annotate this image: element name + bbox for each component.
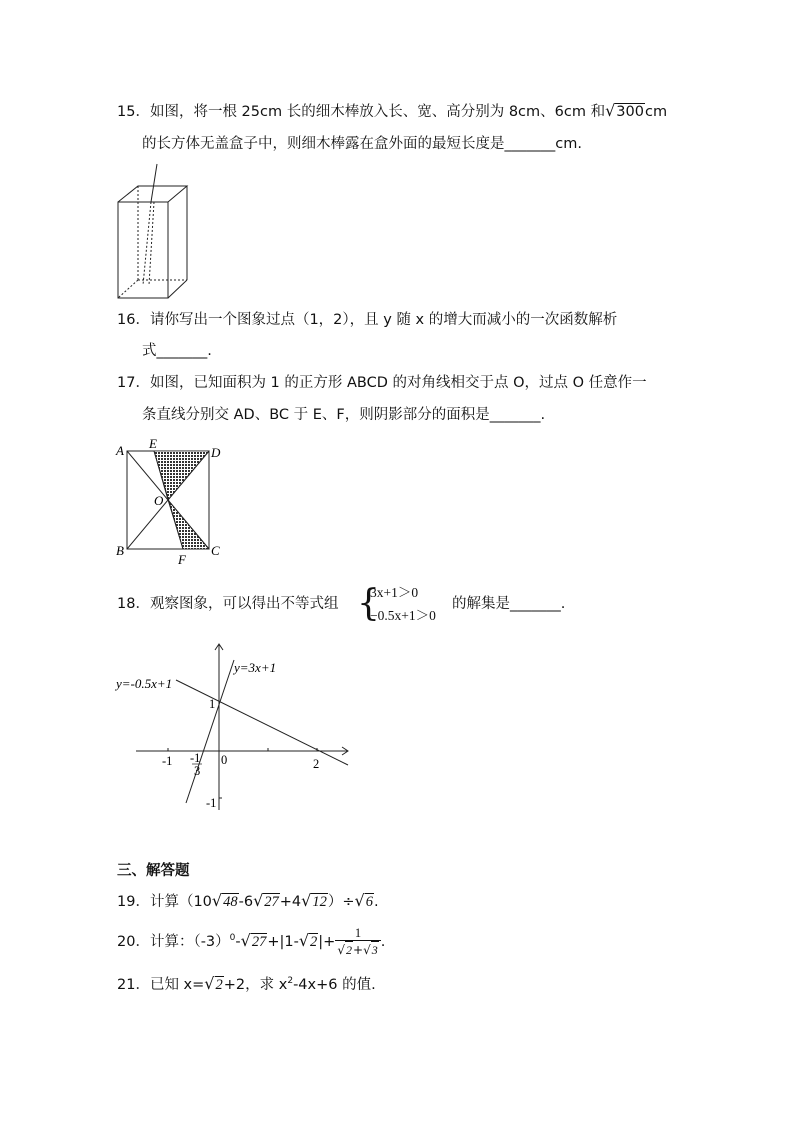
- tick-label-y-neg1: -1: [206, 796, 217, 810]
- q19-op3: ）÷: [327, 894, 355, 910]
- q19-radicand3: 12: [312, 894, 327, 910]
- q20-den-r1: 2: [346, 943, 352, 957]
- line-y-3x+1: [186, 660, 234, 803]
- label-a: A: [116, 443, 124, 458]
- stick-visible: [151, 164, 157, 202]
- sqrt-sign: √: [354, 891, 365, 910]
- tick-label-neg1-3-bot: 3: [194, 764, 201, 778]
- sqrt-sign: √: [301, 891, 312, 910]
- q20-fraction: [335, 926, 380, 958]
- q15-unit: cm: [644, 104, 668, 120]
- q20-line: [117, 926, 385, 958]
- q15-text: 15．如图，将一根 25cm 长的细木棒放入长、宽、高分别为 8cm、6cm 和: [117, 104, 606, 120]
- q19-op1: -6: [238, 894, 254, 910]
- label-c: C: [211, 543, 220, 558]
- q20-minus: -: [235, 934, 241, 950]
- system-brace: {: [357, 583, 380, 624]
- q19-op2: +4: [279, 894, 302, 910]
- label-f: F: [178, 552, 186, 567]
- sqrt-sign: √: [240, 931, 251, 950]
- sqrt-sign: √: [253, 891, 264, 910]
- q18-prefix: 18．观察图象，可以得出不等式组: [117, 596, 339, 612]
- label-line-3x: y=3x+1: [234, 660, 277, 675]
- label-line-half: y=-0.5x+1: [116, 676, 173, 691]
- q18-graph: [112, 640, 357, 820]
- box-diagram: [115, 160, 195, 300]
- q19-end: .: [373, 894, 379, 910]
- q21-tail: -4x+6 的值.: [293, 976, 376, 993]
- q21-exp: 2: [287, 976, 294, 986]
- label-d: D: [211, 445, 221, 460]
- q21-prefix: 21．已知 x=: [117, 976, 205, 993]
- q19-line: [117, 891, 379, 912]
- box-bottom-right-edge: [168, 280, 187, 298]
- q20-prefix: 20．计算：（-3）: [117, 934, 230, 950]
- box-hidden-diag: [118, 280, 138, 298]
- tick-label-neg1-3-top: -1: [190, 751, 201, 765]
- q15-radicand: 300: [616, 104, 644, 120]
- section3-title: 三、解答题: [117, 863, 190, 879]
- q18-ineq1: 3x+1＞0: [370, 585, 419, 600]
- q19-prefix: 19．计算（10: [117, 894, 212, 910]
- q19-radicand4: 6: [365, 894, 373, 910]
- q20-denominator: [335, 941, 380, 958]
- sqrt-sign: √: [204, 973, 215, 993]
- label-o: O: [154, 493, 164, 508]
- q18-ineq2: −0.5x+1＞0: [370, 608, 436, 623]
- q17-line1: 17．如图，已知面积为 1 的正方形 ABCD 的对角线相交于点 O，过点 O 任意作一: [117, 375, 647, 391]
- q20-end: .: [380, 934, 386, 950]
- tick-label-one: 1: [209, 697, 216, 711]
- tick-label-neg1: -1: [162, 754, 173, 768]
- q21-radicand: 2: [215, 976, 223, 993]
- q21-mid: +2，求 x: [223, 976, 288, 993]
- q15-box-figure: [115, 160, 195, 300]
- q15-line2: 的长方体无盖盒子中，则细木棒露在盒外面的最短长度是_______cm.: [142, 136, 582, 152]
- sqrt-sign: √: [211, 891, 223, 910]
- q19-radicand1: 48: [223, 894, 238, 910]
- label-b: B: [116, 543, 124, 558]
- q20-exp: 0: [229, 933, 236, 944]
- q20-absend: |+: [318, 934, 336, 950]
- q20-den-r2: 3: [371, 943, 378, 957]
- sqrt-sign: √: [363, 943, 371, 957]
- sqrt-sign: √: [298, 931, 310, 950]
- stick-hidden: [143, 202, 151, 285]
- q20-radicand2: 2: [310, 934, 318, 950]
- q18-suffix: 的解集是_______.: [452, 596, 566, 612]
- coordinate-graph: [112, 640, 357, 820]
- tick-label-zero: 0: [221, 753, 228, 767]
- sqrt-sign: √: [605, 101, 616, 120]
- q15-line1: [117, 101, 667, 122]
- q21-line: [117, 971, 376, 995]
- tick-label-two: 2: [313, 757, 320, 771]
- q20-den-plus: +: [353, 943, 364, 957]
- label-e: E: [149, 436, 157, 451]
- q20-numerator: 1: [335, 926, 380, 941]
- q19-radicand2: 27: [264, 894, 279, 910]
- line-y-neg0.5x+1: [176, 680, 348, 765]
- q16-line1: 16．请你写出一个图象过点（1，2），且 y 随 x 的增大而减小的一次函数解析: [117, 312, 618, 328]
- q17-line2: 条直线分别交 AD、BC 于 E、F，则阴影部分的面积是_______.: [142, 407, 546, 423]
- sqrt-sign: √: [337, 943, 345, 957]
- q20-radicand1: 27: [251, 934, 267, 950]
- q20-abs: +|1-: [267, 934, 299, 950]
- q16-line2: 式_______.: [142, 343, 212, 359]
- q17-square-figure: [113, 437, 228, 569]
- square-diagram: [113, 437, 228, 569]
